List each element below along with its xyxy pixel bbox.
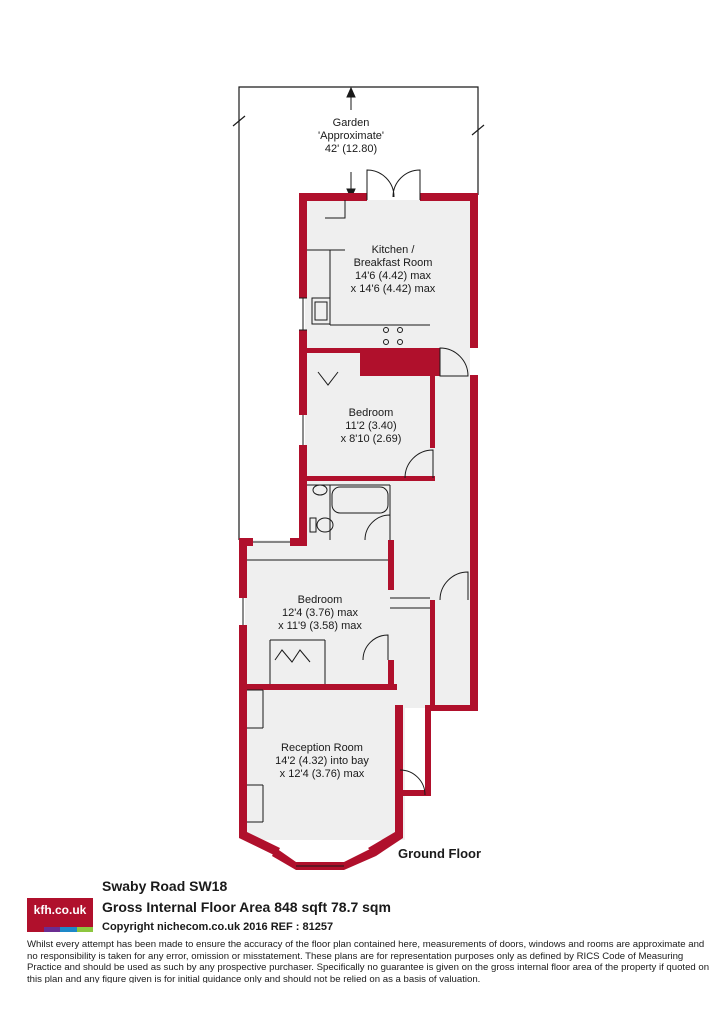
kitchen-name-line1: Kitchen / xyxy=(371,244,415,256)
kitchen-size-line2: x 14'6 (4.42) max xyxy=(350,283,436,295)
reception-size-line1: 14'2 (4.32) into bay xyxy=(275,755,369,767)
disclaimer: Whilst every attempt has been made to ensure the accuracy of the floor plan contained here, measurements of doors, windows and rooms are approximate and no responsibility is taken for any error, omission or misstatement. These plans are for representation purposes only as defined by RICS Code of Measuring Practice and should be used as such by any prospective purchaser. Specifically no guarantee is given on the gross internal floor area of the property if quoted on this plan and any figure given is for initial guidance only and should not be relied on as a basis of valuation. xyxy=(27,939,710,983)
reception-size-line2: x 12'4 (3.76) max xyxy=(279,768,365,780)
bedroom-middle-size-line2: x 11'9 (3.58) max xyxy=(278,620,362,632)
kitchen-name-line2: Breakfast Room xyxy=(353,257,433,269)
logo-bar-segment xyxy=(27,927,44,932)
bedroom-rear-label xyxy=(316,407,426,446)
bedroom-rear-name: Bedroom xyxy=(348,407,394,419)
floor-name: Ground Floor xyxy=(398,846,482,861)
bedroom-rear-size-line2: x 8'10 (2.69) xyxy=(340,433,402,445)
garden-size: 42' (12.80) xyxy=(324,143,378,155)
logo-color-bar xyxy=(27,927,93,932)
logo-bar-segment xyxy=(44,927,61,932)
logo-bar-segment xyxy=(60,927,77,932)
bedroom-middle-name: Bedroom xyxy=(297,594,343,606)
kitchen-size-line1: 14'6 (4.42) max xyxy=(354,270,432,282)
reception-name: Reception Room xyxy=(281,742,363,754)
garden-label xyxy=(296,117,406,156)
kitchen-label xyxy=(333,244,453,296)
floor-area: Gross Internal Floor Area 848 sqft 78.7 sqm xyxy=(102,899,391,915)
kfh-logo xyxy=(27,898,93,932)
logo-text: kfh.co.uk xyxy=(33,903,87,917)
garden-name: Garden xyxy=(332,117,370,129)
copyright: Copyright nichecom.co.uk 2016 REF : 81257 xyxy=(102,921,334,933)
property-address: Swaby Road SW18 xyxy=(102,878,228,894)
bedroom-rear-size-line1: 11'2 (3.40) xyxy=(345,420,397,432)
logo-bar-segment xyxy=(77,927,94,932)
reception-label xyxy=(252,742,392,781)
garden-note: 'Approximate' xyxy=(318,130,384,142)
bedroom-middle-label xyxy=(255,594,385,633)
bedroom-middle-size-line1: 12'4 (3.76) max xyxy=(281,607,359,619)
